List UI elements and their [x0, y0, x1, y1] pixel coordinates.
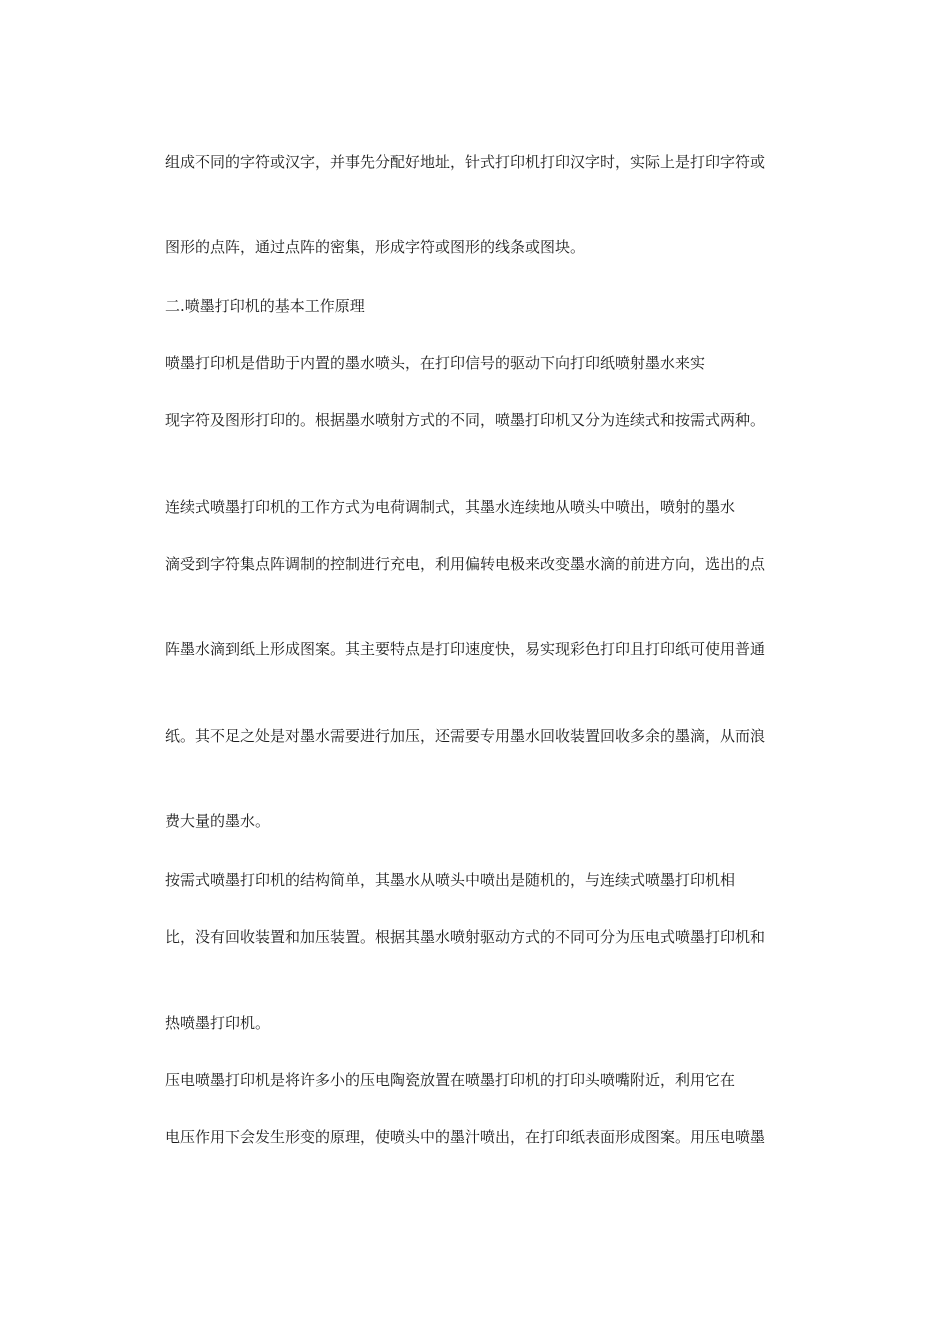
paragraph-6: 滴受到字符集点阵调制的控制进行充电，利用偏转电极来改变墨水滴的前进方向，选出的点 — [165, 555, 766, 573]
paragraph-13: 压电喷墨打印机是将许多小的压电陶瓷放置在喷墨打印机的打印头喷嘴附近，利用它在 — [165, 1071, 736, 1089]
paragraph-7: 阵墨水滴到纸上形成图案。其主要特点是打印速度快，易实现彩色打印且打印纸可使用普通 — [165, 640, 766, 658]
paragraph-10: 按需式喷墨打印机的结构简单，其墨水从喷头中喷出是随机的，与连续式喷墨打印机相 — [165, 871, 736, 889]
paragraph-3: 喷墨打印机是借助于内置的墨水喷头，在打印信号的驱动下向打印纸喷射墨水来实 — [165, 354, 706, 372]
paragraph-4: 现字符及图形打印的。根据墨水喷射方式的不同，喷墨打印机又分为连续式和按需式两种。 — [165, 411, 766, 429]
paragraph-2: 图形的点阵，通过点阵的密集，形成字符或图形的线条或图块。 — [165, 238, 586, 256]
paragraph-9: 费大量的墨水。 — [165, 812, 271, 830]
paragraph-14: 电压作用下会发生形变的原理，使喷头中的墨汁喷出，在打印纸表面形成图案。用压电喷墨 — [165, 1128, 766, 1146]
section-heading: 二.喷墨打印机的基本工作原理 — [165, 297, 365, 315]
paragraph-12: 热喷墨打印机。 — [165, 1014, 271, 1032]
paragraph-1: 组成不同的字符或汉字，并事先分配好地址，针式打印机打印汉字时，实际上是打印字符或 — [165, 153, 766, 171]
paragraph-11: 比，没有回收装置和加压装置。根据其墨水喷射驱动方式的不同可分为压电式喷墨打印机和 — [165, 928, 766, 946]
paragraph-5: 连续式喷墨打印机的工作方式为电荷调制式，其墨水连续地从喷头中喷出，喷射的墨水 — [165, 498, 736, 516]
paragraph-8: 纸。其不足之处是对墨水需要进行加压，还需要专用墨水回收装置回收多余的墨滴，从而浪 — [165, 727, 766, 745]
